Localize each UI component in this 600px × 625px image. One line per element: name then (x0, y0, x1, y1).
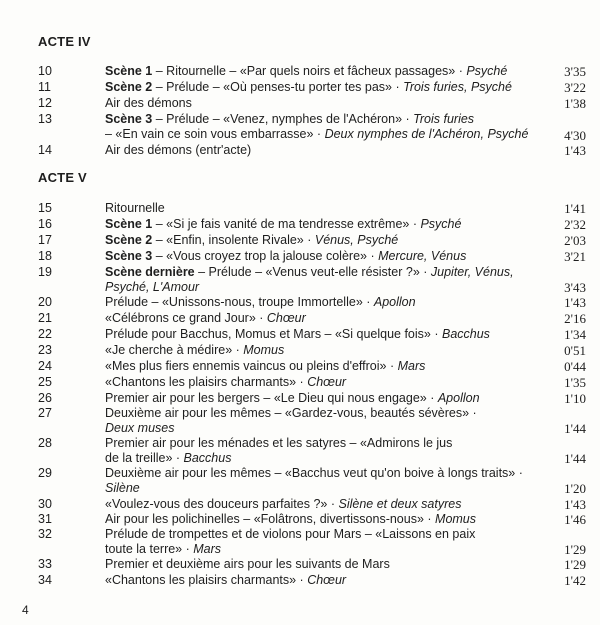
performers: Mars (193, 542, 222, 556)
performers: Trois furies (413, 112, 475, 126)
track-description (105, 233, 545, 248)
track-duration: 2'16 (564, 311, 586, 326)
track-number: 21 (38, 311, 52, 325)
track-description (105, 143, 545, 158)
track-description (105, 391, 545, 406)
track-description (105, 512, 545, 527)
track-number: 34 (38, 573, 52, 587)
track-number: 13 (38, 112, 52, 126)
track-number: 10 (38, 64, 52, 78)
description-line (105, 217, 545, 232)
performers: Deux muses (105, 421, 175, 435)
track-duration: 0'51 (564, 343, 586, 358)
description-line (105, 112, 545, 127)
performers: Momus (243, 343, 285, 357)
description-line (105, 343, 545, 358)
performers: Psyché (466, 64, 508, 78)
description-text: de la treille» · (105, 451, 184, 465)
track-duration: 1'44 (564, 451, 586, 466)
description-line (105, 359, 545, 374)
track-description (105, 96, 545, 111)
description-line (105, 542, 545, 557)
description-line (105, 573, 545, 588)
performers: Psyché (420, 217, 462, 231)
performers: Momus (435, 512, 477, 526)
track-description (105, 80, 545, 95)
track-duration: 3'22 (564, 80, 586, 95)
track-duration: 1'34 (564, 327, 586, 342)
description-text: Premier et deuxième airs pour les suivants de Mars (105, 557, 390, 571)
track-description (105, 466, 545, 496)
description-line (105, 96, 545, 111)
description-text: – «Si je fais vanité de ma tendresse extrême» · (152, 217, 421, 231)
description-line (105, 249, 545, 264)
track-number: 28 (38, 436, 52, 450)
track-number: 31 (38, 512, 52, 526)
track-number: 15 (38, 201, 52, 215)
page-number: 4 (22, 603, 29, 617)
track-description (105, 557, 545, 572)
performers: Silène et deux satyres (338, 497, 462, 511)
description-text: Deuxième air pour les mêmes – «Gardez-vous, beautés sévères» · (105, 406, 477, 420)
description-line (105, 527, 545, 542)
performers: Apollon (373, 295, 416, 309)
description-line (105, 512, 545, 527)
track-number: 19 (38, 265, 52, 279)
scene-label: Scène 2 (105, 233, 153, 247)
track-duration: 1'46 (564, 512, 586, 527)
track-number: 14 (38, 143, 52, 157)
performers: Chœur (307, 375, 347, 389)
description-line (105, 497, 545, 512)
description-line (105, 375, 545, 390)
description-text: – «Vous croyez trop la jalouse colère» · (152, 249, 379, 263)
track-description (105, 527, 545, 557)
track-duration: 1'42 (564, 573, 586, 588)
description-text: Air pour les polichinelles – «Folâtrons, divertissons-nous» · (105, 512, 436, 526)
track-duration: 1'44 (564, 421, 586, 436)
scene-label: Scène 1 (105, 217, 153, 231)
description-line (105, 201, 545, 216)
performers: Mercure, Vénus (378, 249, 467, 263)
track-duration: 1'43 (564, 143, 586, 158)
track-duration: 1'35 (564, 375, 586, 390)
track-description (105, 265, 545, 295)
track-duration: 1'41 (564, 201, 586, 216)
track-duration: 1'29 (564, 557, 586, 572)
description-text: Ritournelle (105, 201, 165, 215)
performers: Bacchus (441, 327, 490, 341)
track-description (105, 573, 545, 588)
track-number: 24 (38, 359, 52, 373)
performers: Silène (105, 481, 140, 495)
scene-label: Scène 2 (105, 80, 153, 94)
description-line (105, 127, 545, 142)
description-text: Prélude – «Unissons-nous, troupe Immortelle» · (105, 295, 374, 309)
performers: Bacchus (183, 451, 232, 465)
track-number: 16 (38, 217, 52, 231)
description-line (105, 143, 545, 158)
performers: Apollon (437, 391, 480, 405)
track-number: 22 (38, 327, 52, 341)
track-duration: 1'10 (564, 391, 586, 406)
performers: Chœur (266, 311, 306, 325)
description-text: Deuxième air pour les mêmes – «Bacchus veut qu'on boive à longs traits» · (105, 466, 523, 480)
track-description (105, 375, 545, 390)
description-text: – Ritournelle – «Par quels noirs et fâcheux passages» · (152, 64, 467, 78)
track-duration: 3'43 (564, 280, 586, 295)
description-line (105, 421, 545, 436)
track-number: 25 (38, 375, 52, 389)
description-text: «Célébrons ce grand Jour» · (105, 311, 267, 325)
description-text: «Voulez-vous des douceurs parfaites ?» · (105, 497, 339, 511)
description-text: «Chantons les plaisirs charmants» · (105, 375, 308, 389)
performers: Psyché, L'Amour (105, 280, 200, 294)
scene-label: Scène 3 (105, 249, 153, 263)
track-number: 32 (38, 527, 52, 541)
description-text: toute la terre» · (105, 542, 194, 556)
track-description (105, 217, 545, 232)
description-text: Prélude de trompettes et de violons pour Mars – «Laissons en paix (105, 527, 476, 541)
track-number: 27 (38, 406, 52, 420)
scene-label: Scène dernière (105, 265, 195, 279)
scene-label: Scène 3 (105, 112, 153, 126)
description-text: Air des démons (105, 96, 192, 110)
description-line (105, 311, 545, 326)
track-description (105, 343, 545, 358)
track-duration: 3'21 (564, 249, 586, 264)
description-text: «Mes plus fiers ennemis vaincus ou pleins d'effroi» · (105, 359, 398, 373)
description-text: Premier air pour les bergers – «Le Dieu qui nous engage» · (105, 391, 438, 405)
track-number: 29 (38, 466, 52, 480)
track-description (105, 112, 545, 142)
description-line (105, 481, 545, 496)
track-number: 12 (38, 96, 52, 110)
track-description (105, 311, 545, 326)
description-text: «Chantons les plaisirs charmants» · (105, 573, 308, 587)
track-description (105, 497, 545, 512)
description-text: – Prélude – «Où penses-tu porter tes pas» · (152, 80, 404, 94)
description-line (105, 280, 545, 295)
track-duration: 1'43 (564, 295, 586, 310)
track-number: 33 (38, 557, 52, 571)
performers: Mars (397, 359, 426, 373)
track-description (105, 359, 545, 374)
track-description (105, 406, 545, 436)
performers: Vénus, Psyché (314, 233, 399, 247)
act-heading: ACTE IV (38, 34, 91, 49)
track-duration: 4'30 (564, 128, 586, 143)
track-number: 23 (38, 343, 52, 357)
track-duration: 2'32 (564, 217, 586, 232)
track-duration: 3'35 (564, 64, 586, 79)
performers: Chœur (307, 573, 347, 587)
description-line (105, 466, 545, 481)
track-duration: 1'29 (564, 542, 586, 557)
performers: Deux nymphes de l'Achéron, Psyché (324, 127, 529, 141)
track-description (105, 295, 545, 310)
description-line (105, 451, 545, 466)
track-description (105, 201, 545, 216)
description-line (105, 391, 545, 406)
performers: Jupiter, Vénus, (430, 265, 514, 279)
description-text: «Je cherche à médire» · (105, 343, 244, 357)
track-duration: 0'44 (564, 359, 586, 374)
track-number: 26 (38, 391, 52, 405)
description-text: – Prélude – «Venez, nymphes de l'Achéron» · (152, 112, 414, 126)
track-number: 11 (38, 80, 51, 94)
description-line (105, 436, 545, 451)
description-line (105, 327, 545, 342)
track-duration: 1'38 (564, 96, 586, 111)
track-description (105, 249, 545, 264)
track-description (105, 436, 545, 466)
description-text: Premier air pour les ménades et les satyres – «Admirons le jus (105, 436, 453, 450)
track-duration: 1'43 (564, 497, 586, 512)
track-description (105, 64, 545, 79)
description-line (105, 265, 545, 280)
scene-label: Scène 1 (105, 64, 153, 78)
description-line (105, 557, 545, 572)
performers: Trois furies, Psyché (403, 80, 512, 94)
track-number: 30 (38, 497, 52, 511)
description-text: – «Enfin, insolente Rivale» · (152, 233, 315, 247)
track-duration: 2'03 (564, 233, 586, 248)
track-number: 20 (38, 295, 52, 309)
description-line (105, 80, 545, 95)
description-text: Prélude pour Bacchus, Momus et Mars – «Si quelque fois» · (105, 327, 442, 341)
track-number: 17 (38, 233, 52, 247)
track-number: 18 (38, 249, 52, 263)
act-heading: ACTE V (38, 170, 87, 185)
description-line (105, 64, 545, 79)
description-line (105, 406, 545, 421)
track-duration: 1'20 (564, 481, 586, 496)
description-text: Air des démons (entr'acte) (105, 143, 252, 157)
description-text: – Prélude – «Venus veut-elle résister ?» · (194, 265, 431, 279)
description-text: – «En vain ce soin vous embarrasse» · (105, 127, 325, 141)
description-line (105, 233, 545, 248)
description-line (105, 295, 545, 310)
track-description (105, 327, 545, 342)
